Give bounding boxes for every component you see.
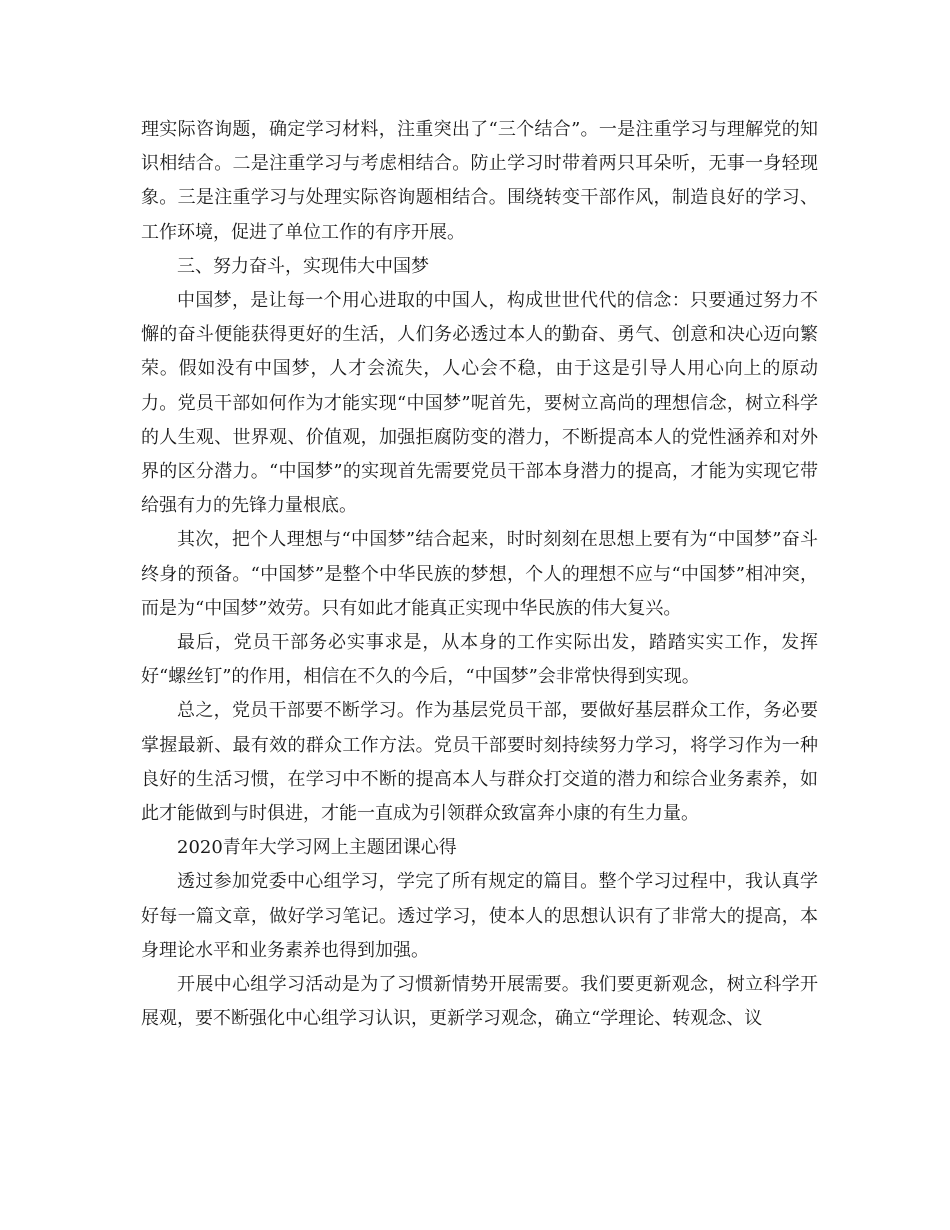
paragraph-center-group: 开展中心组学习活动是为了习惯新情势开展需要。我们要更新观念，树立科学开展观，要不断强化中心组学习认识，更新学习观念，确立“学理论、转观念、议 [141,974,818,1030]
paragraph-second: 其次，把个人理想与“中国梦”结合起来，时时刻刻在思想上要有为“中国梦”奋斗终身的预备。“中国梦”是整个中华民族的梦想，个人的理想不应与“中国梦”相冲突，而是为“中国梦”效劳。只有如此才能真正实现中华民族的伟大复兴。 [141,529,818,619]
paragraph-continuation: 理实际咨询题，确定学习材料，注重突出了“三个结合”。一是注重学习与理解党的知识相结合。二是注重学习与考虑相结合。防止学习时带着两只耳朵听，无事一身轻现象。三是注重学习与处理实际咨询题相结合。围绕转变干部作风，制造良好的学习、工作环境，促进了单位工作的有序开展。 [141,119,818,243]
article-title: 2020青年大学习网上主题团课心得 [177,837,457,859]
section-heading-chinese-dream: 三、努力奋斗，实现伟大中国梦 [177,255,429,277]
paragraph-summary: 总之，党员干部要不断学习。作为基层党员干部，要做好基层群众工作，务必要掌握最新、最有效的群众工作方法。党员干部要时刻持续努力学习，将学习作为一种良好的生活习惯，在学习中不断的提高本人与群众打交道的潜力和综合业务素养，如此才能做到与时俱进，才能一直成为引领群众致富奔小康的有生力量。 [141,700,818,825]
paragraph-chinese-dream: 中国梦，是让每一个用心进取的中国人，构成世世代代的信念：只要通过努力不懈的奋斗便能获得更好的生活，人们务必透过本人的勤奋、勇气、创意和决心迈向繁荣。假如没有中国梦，人才会流失，人心会不稳，由于这是引导人用心向上的原动力。党员干部如何作为才能实现“中国梦”呢首先，要树立高尚的理想信念，树立科学的人生观、世界观、价值观，加强拒腐防变的潜力，不断提高本人的党性涵养和对外界的区分潜力。“中国梦”的实现首先需要党员干部本身潜力的提高，才能为实现它带给强有力的先锋力量根底。 [141,290,818,517]
paragraph-study: 透过参加党委中心组学习，学完了所有规定的篇目。整个学习过程中，我认真学好每一篇文章，做好学习笔记。透过学习，使本人的思想认识有了非常大的提高，本身理论水平和业务素养也得到加强。 [141,871,818,961]
paragraph-last: 最后，党员干部务必实事求是，从本身的工作实际出发，踏踏实实工作，发挥好“螺丝钉”的作用，相信在不久的今后，“中国梦”会非常快得到实现。 [141,632,818,688]
